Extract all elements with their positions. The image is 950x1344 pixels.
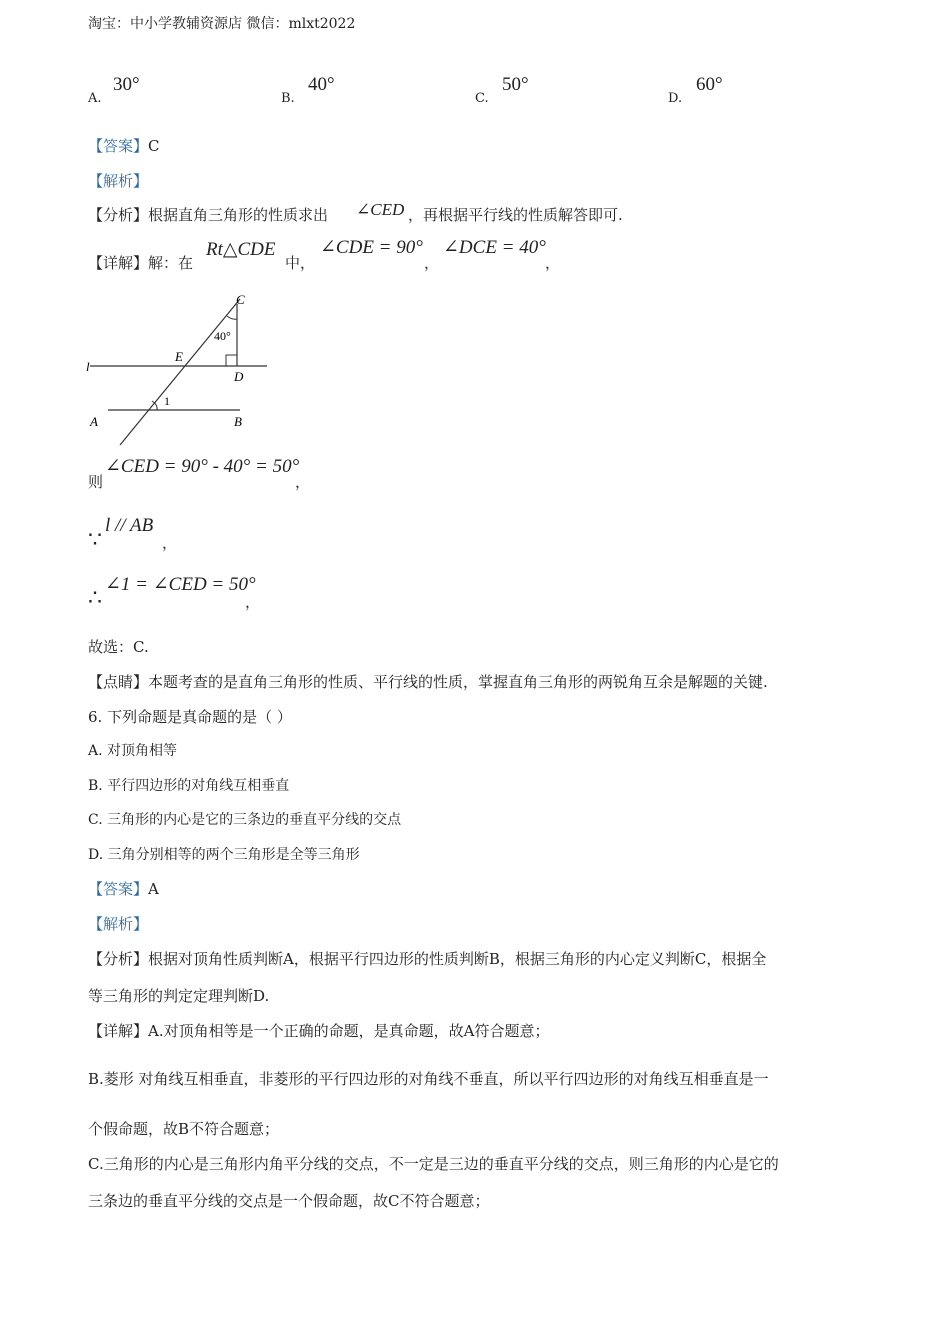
option-d-value: 60° (696, 74, 723, 95)
q6-option-a: A. 对顶角相等 (88, 743, 178, 759)
q5-fenxi-line (88, 205, 328, 225)
detail-zhong: 中， (285, 254, 316, 272)
angle-40-arc (227, 316, 237, 319)
q5-dianjing (88, 672, 768, 692)
detail-text: 解：在 (148, 254, 194, 272)
right-angle-mark (226, 355, 237, 366)
therefore-symbol: ∴ (88, 586, 102, 611)
geometry-figure (80, 290, 280, 450)
fenxi-text-b: ，再根据平行线的性质解答即可. (408, 206, 623, 224)
q5-answer-line (88, 136, 160, 156)
transversal-line (120, 299, 240, 445)
option-a-value: 30° (113, 74, 140, 95)
step3-equation: ∠1 = ∠CED = 50° (105, 574, 256, 595)
label-1: 1 (164, 394, 170, 408)
label-d: D (234, 369, 244, 384)
fenxi-tag: 【分析】 (88, 206, 149, 224)
step2-comma: ， (162, 534, 178, 552)
q6-fenxi-line2: 等三角形的判定定理判断D. (88, 987, 270, 1005)
detail-eq1: ∠CDE = 90° (320, 237, 423, 258)
q6-answer-value: A (148, 880, 159, 898)
label-b: B (234, 414, 242, 429)
answer-value: C (148, 137, 160, 155)
fenxi-math: ∠CED (356, 200, 405, 219)
q6-answer-tag: 【答案】 (88, 880, 149, 898)
label-40: 40° (214, 329, 231, 343)
option-b-letter: B. (281, 91, 295, 106)
because-symbol: ∵ (88, 528, 102, 553)
q6-option-b: B. 平行四边形的对角线互相垂直 (88, 778, 290, 794)
dianjing-tag: 【点睛】 (88, 673, 149, 691)
step2-parallel: l // AB (105, 515, 154, 536)
detail-comma1: ， (424, 254, 440, 272)
q6-fenxi-text1: 根据对顶角性质判断A，根据平行四边形的性质判断B，根据三角形的内心定义判断C，根据全 (148, 950, 767, 968)
detail-eq2: ∠DCE = 40° (443, 237, 546, 258)
option-a-letter: A. (88, 91, 102, 106)
q6-stem: 6. 下列命题是真命题的是（ ） (88, 708, 292, 726)
q6-detail-b2: 个假命题，故B不符合题意； (88, 1120, 280, 1138)
detail-comma2: ， (545, 254, 561, 272)
step3-comma: ， (245, 593, 261, 611)
ze-label: 则 (88, 473, 104, 491)
step1-comma: ， (295, 473, 311, 491)
q6-detail-c1: C.三角形的内心是三角形内角平分线的交点，不一定是三边的垂直平分线的交点，则三角形的内心是它的 (88, 1155, 779, 1173)
q6-detail-tag: 【详解】 (88, 1022, 149, 1040)
label-e: E (175, 349, 183, 364)
q5-detail-line (88, 253, 193, 273)
step1-equation: ∠CED = 90° - 40° = 50° (105, 456, 300, 477)
option-c-letter: C. (475, 91, 489, 106)
detail-tag: 【详解】 (88, 254, 149, 272)
label-c: C (236, 292, 245, 307)
q6-detail-a-text: A.对顶角相等是一个正确的命题，是真命题，故A符合题意； (148, 1022, 550, 1040)
label-l: l (86, 359, 90, 374)
label-a: A (90, 414, 98, 429)
q6-answer-line (88, 879, 159, 899)
q5-conclusion: 故选：C. (88, 638, 149, 656)
q6-option-d: D. 三角分别相等的两个三角形是全等三角形 (88, 847, 360, 863)
detail-rt: Rt△CDE (206, 239, 276, 260)
option-b-value: 40° (308, 74, 335, 95)
fenxi-text-a: 根据直角三角形的性质求出 (148, 206, 329, 224)
q6-option-c: C. 三角形的内心是它的三条边的垂直平分线的交点 (88, 812, 402, 828)
q6-analysis-tag: 【解析】 (88, 915, 149, 933)
answer-tag: 【答案】 (88, 137, 149, 155)
option-d-letter: D. (668, 91, 683, 106)
q6-detail-a (88, 1021, 549, 1041)
page-header: 淘宝：中小学教辅资源店 微信：mlxt2022 (88, 16, 356, 32)
q6-fenxi-tag: 【分析】 (88, 950, 149, 968)
q6-detail-c2: 三条边的垂直平分线的交点是一个假命题，故C不符合题意； (88, 1192, 490, 1210)
dianjing-text: 本题考查的是直角三角形的性质、平行线的性质，掌握直角三角形的两锐角互余是解题的关键. (148, 673, 768, 691)
q5-analysis-tag: 【解析】 (88, 172, 149, 190)
q6-detail-b1: B.菱形 对角线互相垂直，非菱形的平行四边形的对角线不垂直，所以平行四边形的对角线互相垂直是一 (88, 1070, 769, 1088)
option-c-value: 50° (502, 74, 529, 95)
q6-fenxi-line1 (88, 949, 766, 969)
